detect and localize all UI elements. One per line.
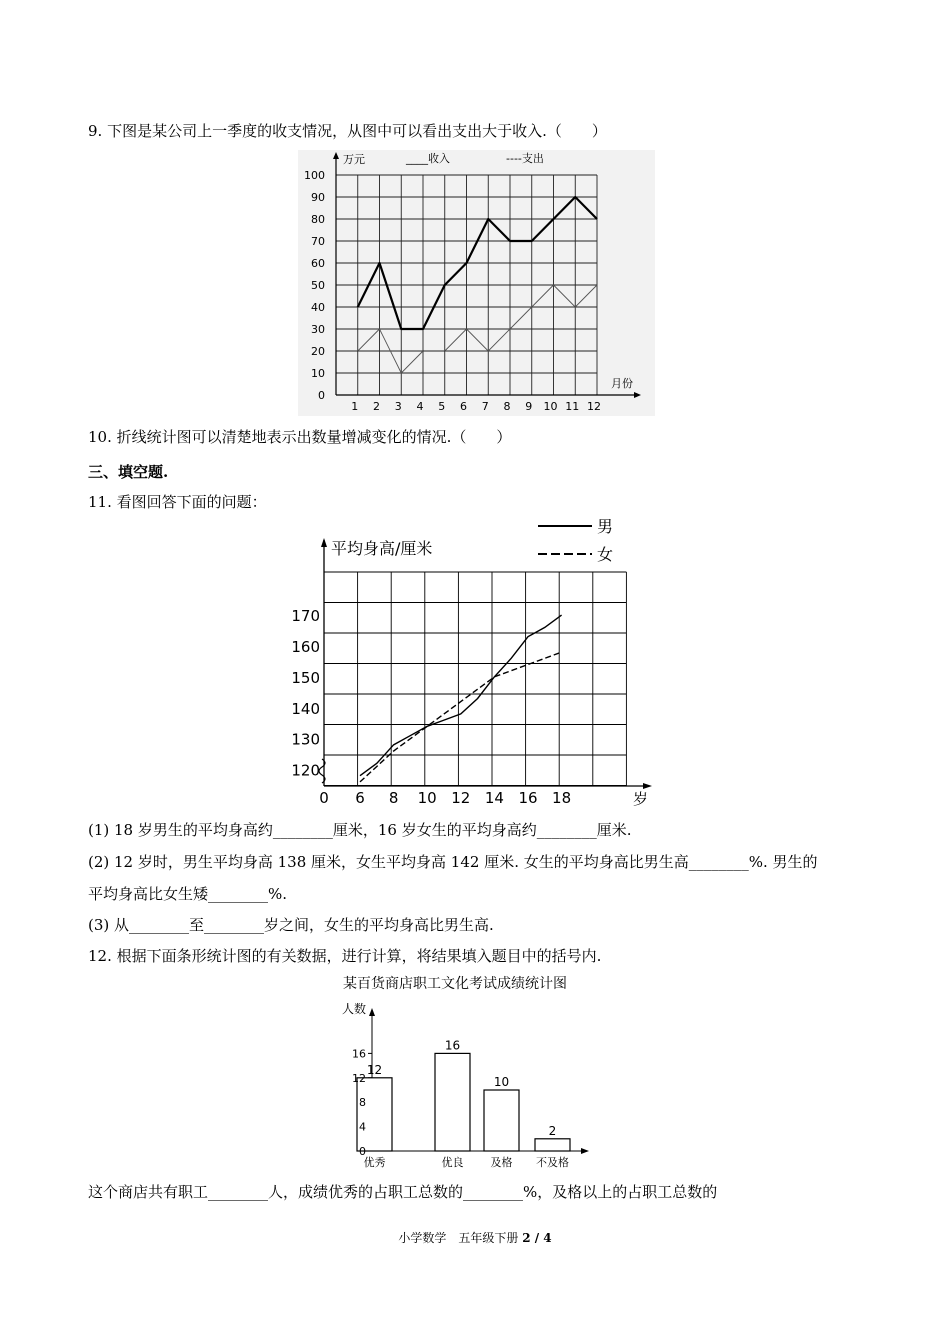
question-11-intro: 11. 看图回答下面的问题： xyxy=(88,493,267,511)
y-tick-label: 12 xyxy=(352,1071,366,1085)
category-label: 优良 xyxy=(441,1156,464,1169)
x-tick-label: 4 xyxy=(416,400,424,413)
category-label: 优秀 xyxy=(363,1156,386,1169)
question-12-intro: 12. 根据下面条形统计图的有关数据，进行计算，将结果填入题目中的括号内. xyxy=(88,947,602,965)
score-bar-chart xyxy=(300,970,650,1175)
y-tick-label: 20 xyxy=(311,345,325,358)
x-tick-label: 6 xyxy=(355,789,365,807)
y-axis-label: 万元 xyxy=(343,153,365,166)
question-11-sub1: (1) 18 岁男生的平均身高约________厘米，16 岁女生的平均身高约________厘米. xyxy=(88,821,632,839)
x-tick-label: 12 xyxy=(451,789,471,807)
y-tick-label: 120 xyxy=(291,761,320,780)
y-axis-label: 人数 xyxy=(342,1002,367,1016)
y-axis-arrow xyxy=(369,1008,375,1016)
x-tick-label: 7 xyxy=(481,400,489,413)
legend-female: 女 xyxy=(597,545,614,564)
x-tick-label: 2 xyxy=(373,400,380,413)
x-axis-arrow xyxy=(581,1148,589,1154)
y-tick-label: 130 xyxy=(291,730,320,749)
income-expense-chart xyxy=(298,150,655,416)
bar-value-label: 12 xyxy=(366,1062,383,1077)
y-tick-label: 90 xyxy=(311,191,325,204)
x-axis-label: 岁 xyxy=(633,790,649,808)
y-tick-label: 150 xyxy=(291,668,320,687)
x-tick-label: 12 xyxy=(587,400,601,413)
x-tick-label: 18 xyxy=(552,789,572,807)
bar-优良 xyxy=(435,1053,470,1151)
x-tick-label: 10 xyxy=(543,400,558,413)
bar-value-label: 10 xyxy=(493,1075,510,1089)
y-tick-label: 8 xyxy=(359,1096,366,1110)
question-10: 10. 折线统计图可以清楚地表示出数量增减变化的情况.（ ） xyxy=(88,428,512,446)
question-11-sub3: (3) 从________至________岁之间，女生的平均身高比男生高. xyxy=(88,916,494,934)
x-tick-label: 16 xyxy=(518,789,538,807)
x-tick-label: 3 xyxy=(394,400,402,413)
x-tick-label: 9 xyxy=(525,400,533,413)
x-tick-label: 5 xyxy=(438,400,446,413)
bar-优秀 xyxy=(357,1078,392,1151)
x-tick-label: 8 xyxy=(388,789,399,807)
origin-label: 0 xyxy=(319,789,329,807)
x-axis-arrow xyxy=(643,783,652,789)
y-tick-label: 4 xyxy=(359,1120,366,1134)
y-tick-label: 16 xyxy=(352,1047,366,1061)
y-axis-label: 平均身高/厘米 xyxy=(331,539,433,558)
question-11-sub2b: 平均身高比女生矮________%. xyxy=(88,885,288,903)
y-tick-label: 170 xyxy=(291,607,320,626)
x-axis-label: 月份 xyxy=(611,377,633,390)
y-tick-label: 30 xyxy=(311,323,325,336)
series-line-男 xyxy=(360,615,562,776)
legend-expense: ----支出 xyxy=(506,152,544,165)
y-tick-label: 140 xyxy=(291,699,320,718)
question-11-sub2a: (2) 12 岁时，男生平均身高 138 厘米，女生平均身高 142 厘米. 女生的平均身高比男生高________%. 男生的 xyxy=(88,853,818,871)
section-3-title: 三、填空题. xyxy=(88,463,169,481)
x-tick-label: 8 xyxy=(503,400,511,413)
bar-value-label: 2 xyxy=(548,1123,557,1138)
y-axis-arrow xyxy=(321,538,327,547)
page-number: 2 / 4 xyxy=(522,1231,552,1245)
y-tick-label: 10 xyxy=(311,367,325,380)
bar-不及格 xyxy=(535,1139,570,1151)
x-tick-label: 11 xyxy=(565,400,580,413)
height-chart xyxy=(280,510,680,810)
y-tick-label: 60 xyxy=(311,257,325,270)
y-tick-label: 50 xyxy=(311,279,325,292)
bar-及格 xyxy=(484,1090,519,1151)
y-tick-label: 160 xyxy=(291,637,320,656)
y-tick-label: 100 xyxy=(304,169,325,182)
question-9: 9. 下图是某公司上一季度的收支情况，从图中可以看出支出大于收入.（ ） xyxy=(88,122,607,140)
x-tick-label: 6 xyxy=(460,400,467,413)
origin-label: 0 xyxy=(359,1145,366,1158)
chart-background xyxy=(298,150,655,416)
y-tick-label: 40 xyxy=(311,301,325,314)
page-footer xyxy=(0,1229,950,1246)
bar-value-label: 16 xyxy=(444,1038,461,1053)
footer-subject: 小学数学 五年级下册 xyxy=(398,1231,523,1245)
y-tick-label: 80 xyxy=(311,213,325,226)
y-tick-label: 0 xyxy=(318,389,325,402)
legend-male: 男 xyxy=(597,517,614,536)
y-tick-label: 70 xyxy=(311,235,325,248)
series-line-女 xyxy=(360,652,562,782)
legend-income: ____收入 xyxy=(406,152,450,165)
category-label: 及格 xyxy=(490,1156,513,1169)
chart-title: 某百货商店职工文化考试成绩统计图 xyxy=(343,976,567,992)
x-tick-label: 1 xyxy=(351,400,359,413)
question-12-answer: 这个商店共有职工________人，成绩优秀的占职工总数的________%，及格以上的占职工总数的 xyxy=(88,1183,718,1201)
x-tick-label: 14 xyxy=(484,789,504,807)
x-tick-label: 10 xyxy=(417,789,437,807)
category-label: 不及格 xyxy=(536,1156,569,1169)
